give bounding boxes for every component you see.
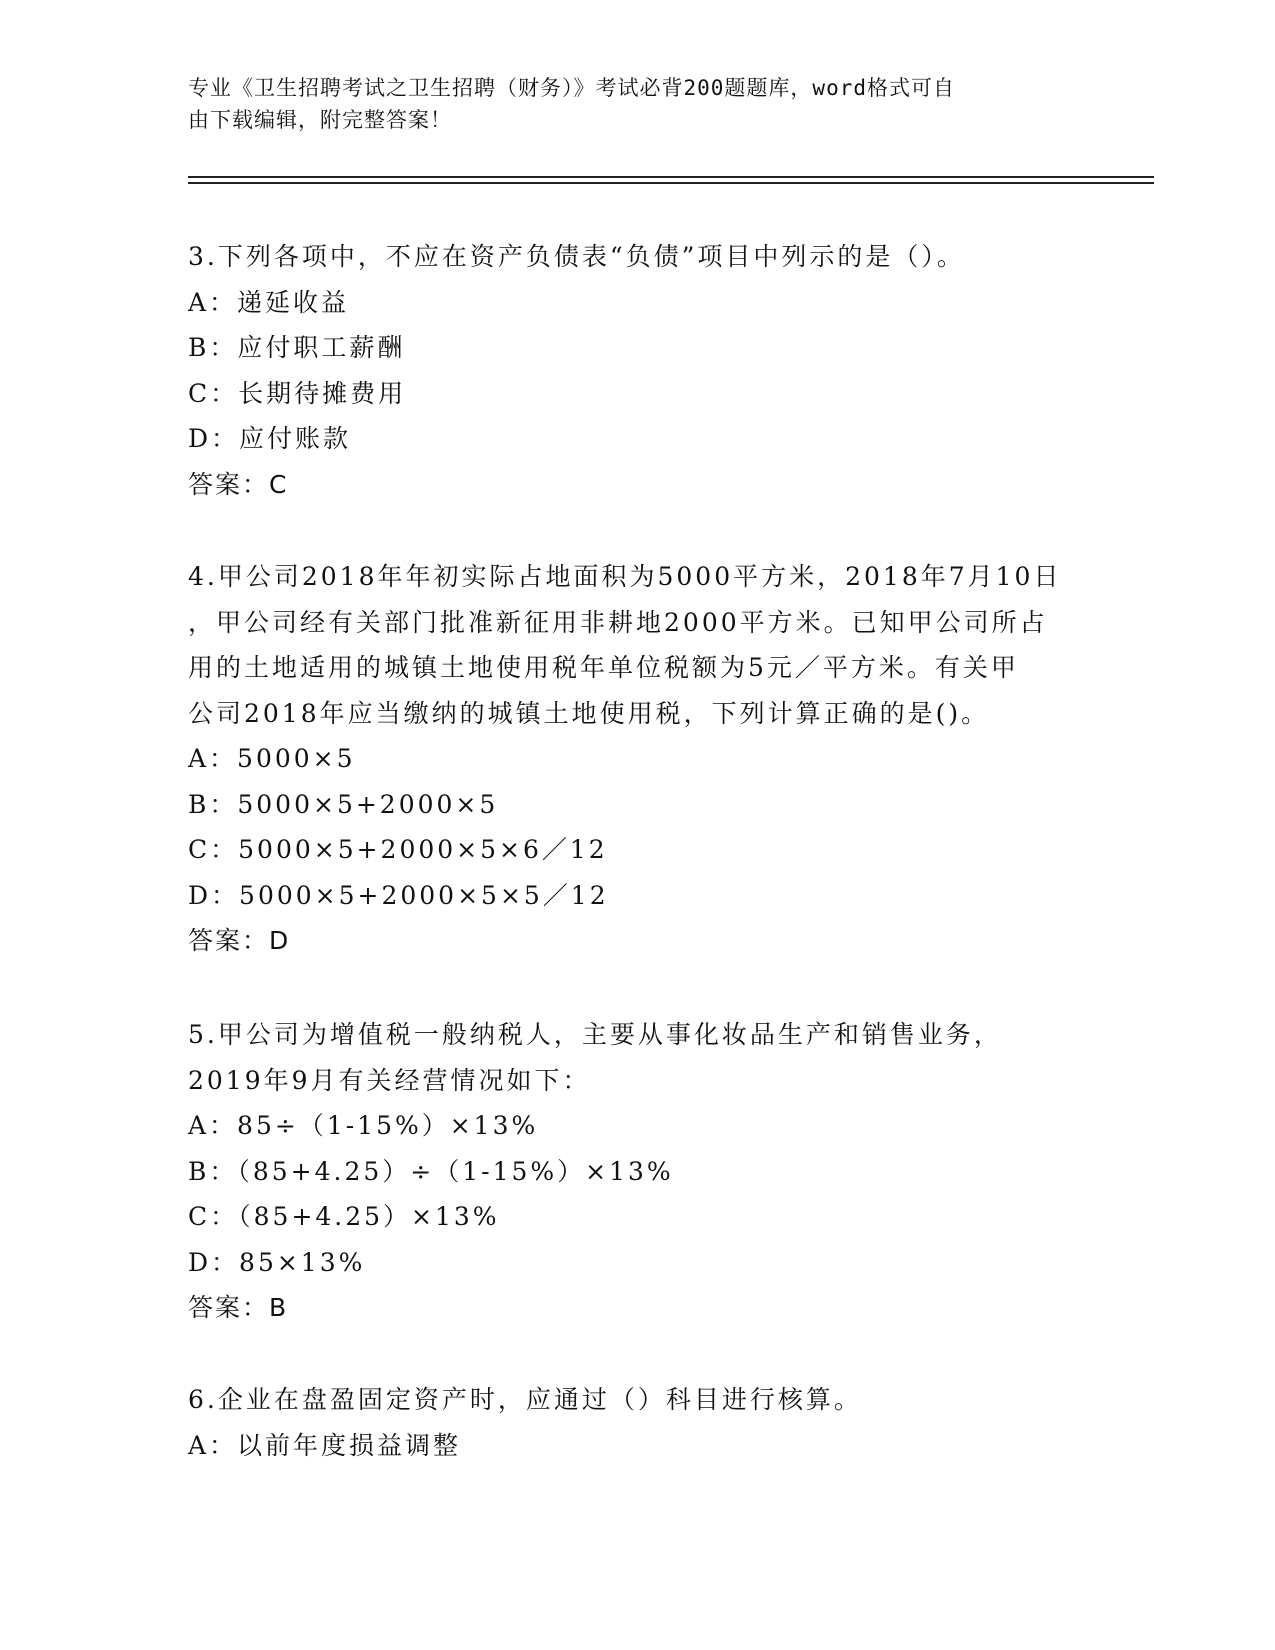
option-a: A：以前年度损益调整 xyxy=(188,1430,462,1460)
option-d: D：5000×5+2000×5×5／12 xyxy=(188,880,609,910)
question-3 xyxy=(188,234,1088,507)
option-c: C：5000×5+2000×5×6／12 xyxy=(188,835,608,864)
question-text: 6.企业在盘盈固定资产时，应通过（）科目进行核算。 xyxy=(188,1385,862,1414)
header-divider-top xyxy=(188,176,1154,178)
header-line-1: 专业《卫生招聘考试之卫生招聘（财务）》考试必背200题题库，word格式可自 xyxy=(188,76,955,100)
question-4 xyxy=(188,554,1088,964)
question-text: 公司2018年应当缴纳的城镇土地使用税，下列计算正确的是()。 xyxy=(188,698,990,728)
answer: 答案：D xyxy=(188,926,291,955)
question-text: 5.甲公司为增值税一般纳税人，主要从事化妆品生产和销售业务， xyxy=(188,1020,1002,1049)
question-5 xyxy=(188,1012,1088,1331)
option-d: D：应付账款 xyxy=(188,424,352,453)
question-text: 3.下列各项中，不应在资产负债表“负债”项目中列示的是（）。 xyxy=(188,242,965,271)
document-header xyxy=(188,72,1068,136)
option-a: A：5000×5 xyxy=(188,744,356,773)
question-text: 2019年9月有关经营情况如下： xyxy=(188,1065,591,1095)
option-b: B：5000×5+2000×5 xyxy=(188,789,499,819)
option-c: C：（85+4.25）×13% xyxy=(188,1202,500,1231)
option-b: B：应付职工薪酬 xyxy=(188,333,406,362)
option-b: B：（85+4.25）÷（1-15%）×13% xyxy=(188,1156,674,1186)
header-line-2: 由下载编辑，附完整答案！ xyxy=(188,108,452,132)
answer: 答案：B xyxy=(188,1293,289,1322)
question-text: 用的土地适用的城镇土地使用税年单位税额为5元／平方米。有关甲 xyxy=(188,653,1019,682)
header-divider-bottom xyxy=(188,182,1154,184)
option-a: A：85÷（1-15%）×13% xyxy=(188,1111,539,1140)
option-c: C：长期待摊费用 xyxy=(188,378,407,408)
answer: 答案：C xyxy=(188,469,289,499)
option-a: A：递延收益 xyxy=(188,287,350,317)
question-6 xyxy=(188,1377,1088,1468)
option-d: D：85×13% xyxy=(188,1247,366,1277)
question-text: ，甲公司经有关部门批准新征用非耕地2000平方米。已知甲公司所占 xyxy=(188,607,1048,637)
question-text: 4.甲公司2018年年初实际占地面积为5000平方米，2018年7月10日 xyxy=(188,562,1062,591)
